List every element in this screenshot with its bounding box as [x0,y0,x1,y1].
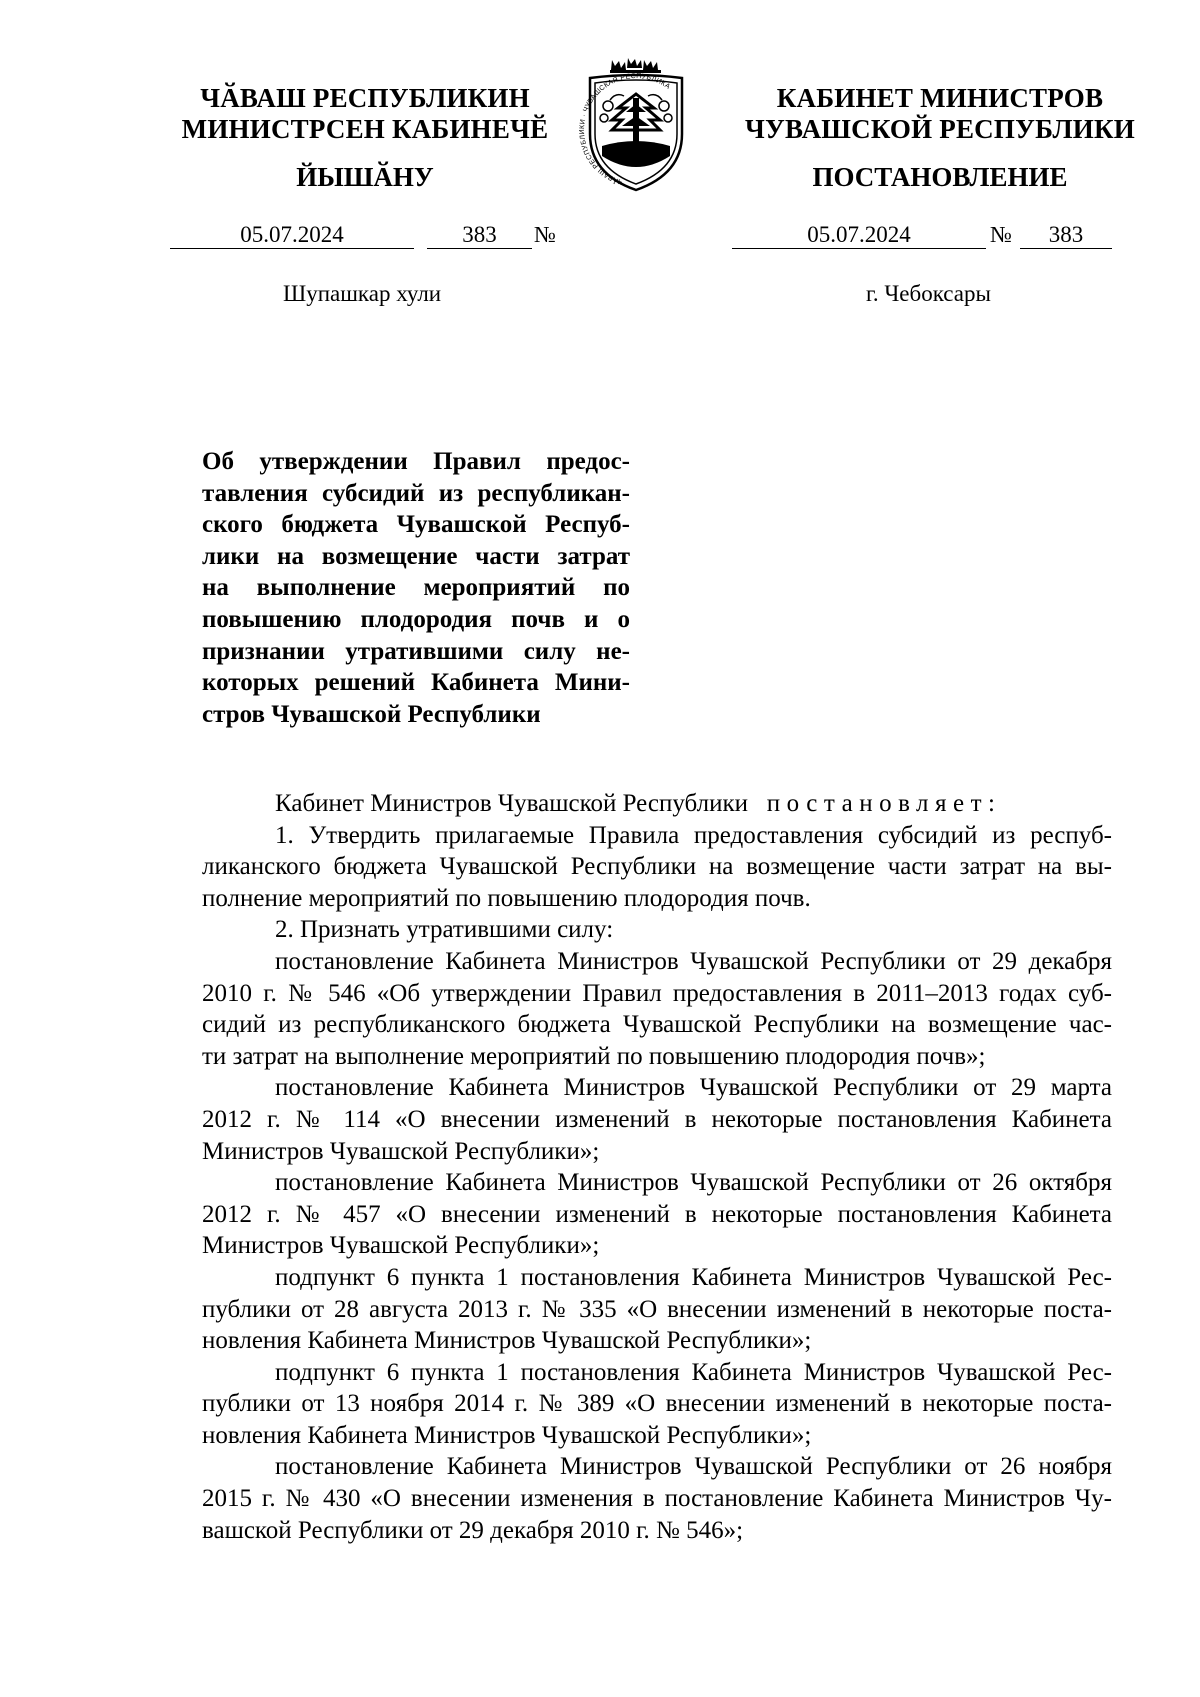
title-line: которых решений Кабинета Мини- [202,669,630,697]
left-number-field: 383 [427,222,532,249]
left-city: Шупашкар хули [283,281,442,306]
body-line: ти затрат на выполнение мероприятий по повышению плодородия почв»; [202,1042,986,1070]
doc-type-chuvash: ЙЫШӐНУ [296,162,434,192]
body-intro-line [202,788,1112,820]
title-line: Об утверждении Правил предос- [202,448,630,475]
title-line: стров Чувашской Республики [202,700,541,728]
title-line: на выполнение мероприятий по [202,574,630,602]
body-line: публики от 13 ноября 2014 г. № 389 «О внесении изменений в некоторые поста- [202,1390,1112,1418]
document-body [202,788,1112,1546]
body-line: 2010 г. № 546 «Об утверждении Правил предоставления в 2011–2013 годах суб- [202,979,1112,1007]
svg-text:ЧӐВАШ РЕСПУБЛИКИ · ЧУВАШСКАЯ Р: ЧӐВАШ РЕСПУБЛИКИ · ЧУВАШСКАЯ РЕСПУБЛИКА [578,72,672,186]
body-line: подпункт 6 пункта 1 постановления Кабинета Министров Чувашской Рес- [275,1263,1112,1291]
header-right-org [730,83,1150,145]
body-line: 1. Утвердить прилагаемые Правила предоставления субсидий из респуб- [275,821,1112,849]
body-line: сидий из республиканского бюджета Чувашской Республики на возмещение час- [202,1011,1112,1039]
right-number-sign: № [990,222,1012,247]
title-line: повышению плодородия почв и о [202,605,630,633]
right-city: г. Чебоксары [866,281,991,306]
header-left-line-2: МИНИСТРСЕН КАБИНЕЧӖ [181,114,549,144]
body-line: постановление Кабинета Министров Чувашской Республики от 29 марта [275,1074,1112,1102]
body-line: новления Кабинета Министров Чувашской Республики»; [202,1421,812,1449]
body-line: публики от 28 августа 2013 г. № 335 «О внесении изменений в некоторые поста- [202,1295,1112,1323]
right-number-field: 383 [1020,222,1112,249]
header-left-org [140,83,590,145]
header-right-line-2: ЧУВАШСКОЙ РЕСПУБЛИКИ [745,114,1135,144]
body-intro-verb: постановляет: [766,790,1002,817]
title-line: тавления субсидий из республикан- [202,479,630,507]
body-line: постановление Кабинета Министров Чувашской Республики от 26 октября [275,1169,1112,1197]
body-line: ликанского бюджета Чувашской Республики на возмещение части затрат на вы- [202,853,1112,881]
body-line: постановление Кабинета Министров Чувашской Республики от 26 ноября [275,1453,1112,1481]
body-line: Министров Чувашской Республики»; [202,1137,600,1165]
body-line: новления Кабинета Министров Чувашской Республики»; [202,1327,812,1355]
title-line: признании утратившими силу не- [202,637,630,665]
header-right-line-1: КАБИНЕТ МИНИСТРОВ [776,83,1104,113]
body-line: вашской Республики от 29 декабря 2010 г. № 546»; [202,1516,744,1544]
doc-type-russian: ПОСТАНОВЛЕНИЕ [812,162,1068,192]
document-title [202,446,630,730]
chuvash-coat-of-arms-icon [570,56,702,194]
header-left-line-1: ЧӐВАШ РЕСПУБЛИКИН [200,83,530,113]
right-date-field: 05.07.2024 [732,222,986,249]
body-line: 2. Признать утратившими силу: [275,916,614,944]
body-line: постановление Кабинета Министров Чувашской Республики от 29 декабря [275,947,1112,975]
body-line: полнение мероприятий по повышению плодородия почв. [202,884,811,912]
crown-icon [610,58,661,73]
title-line: лики на возмещение части затрат [202,542,630,570]
body-line: Министров Чувашской Республики»; [202,1232,600,1260]
left-date-field: 05.07.2024 [170,222,414,249]
body-line: 2015 г. № 430 «О внесении изменения в постановление Кабинета Министров Чу- [202,1485,1112,1513]
title-line: ского бюджета Чувашской Респуб- [202,511,630,539]
body-line: подпункт 6 пункта 1 постановления Кабинета Министров Чувашской Рес- [275,1358,1112,1386]
body-intro-prefix: Кабинет Министров Чувашской Республики [275,790,749,817]
left-number-sign: № [534,222,556,247]
body-line: 2012 г. № 114 «О внесении изменений в некоторые постановления Кабинета [202,1105,1112,1133]
body-line: 2012 г. № 457 «О внесении изменений в некоторые постановления Кабинета [202,1200,1112,1228]
